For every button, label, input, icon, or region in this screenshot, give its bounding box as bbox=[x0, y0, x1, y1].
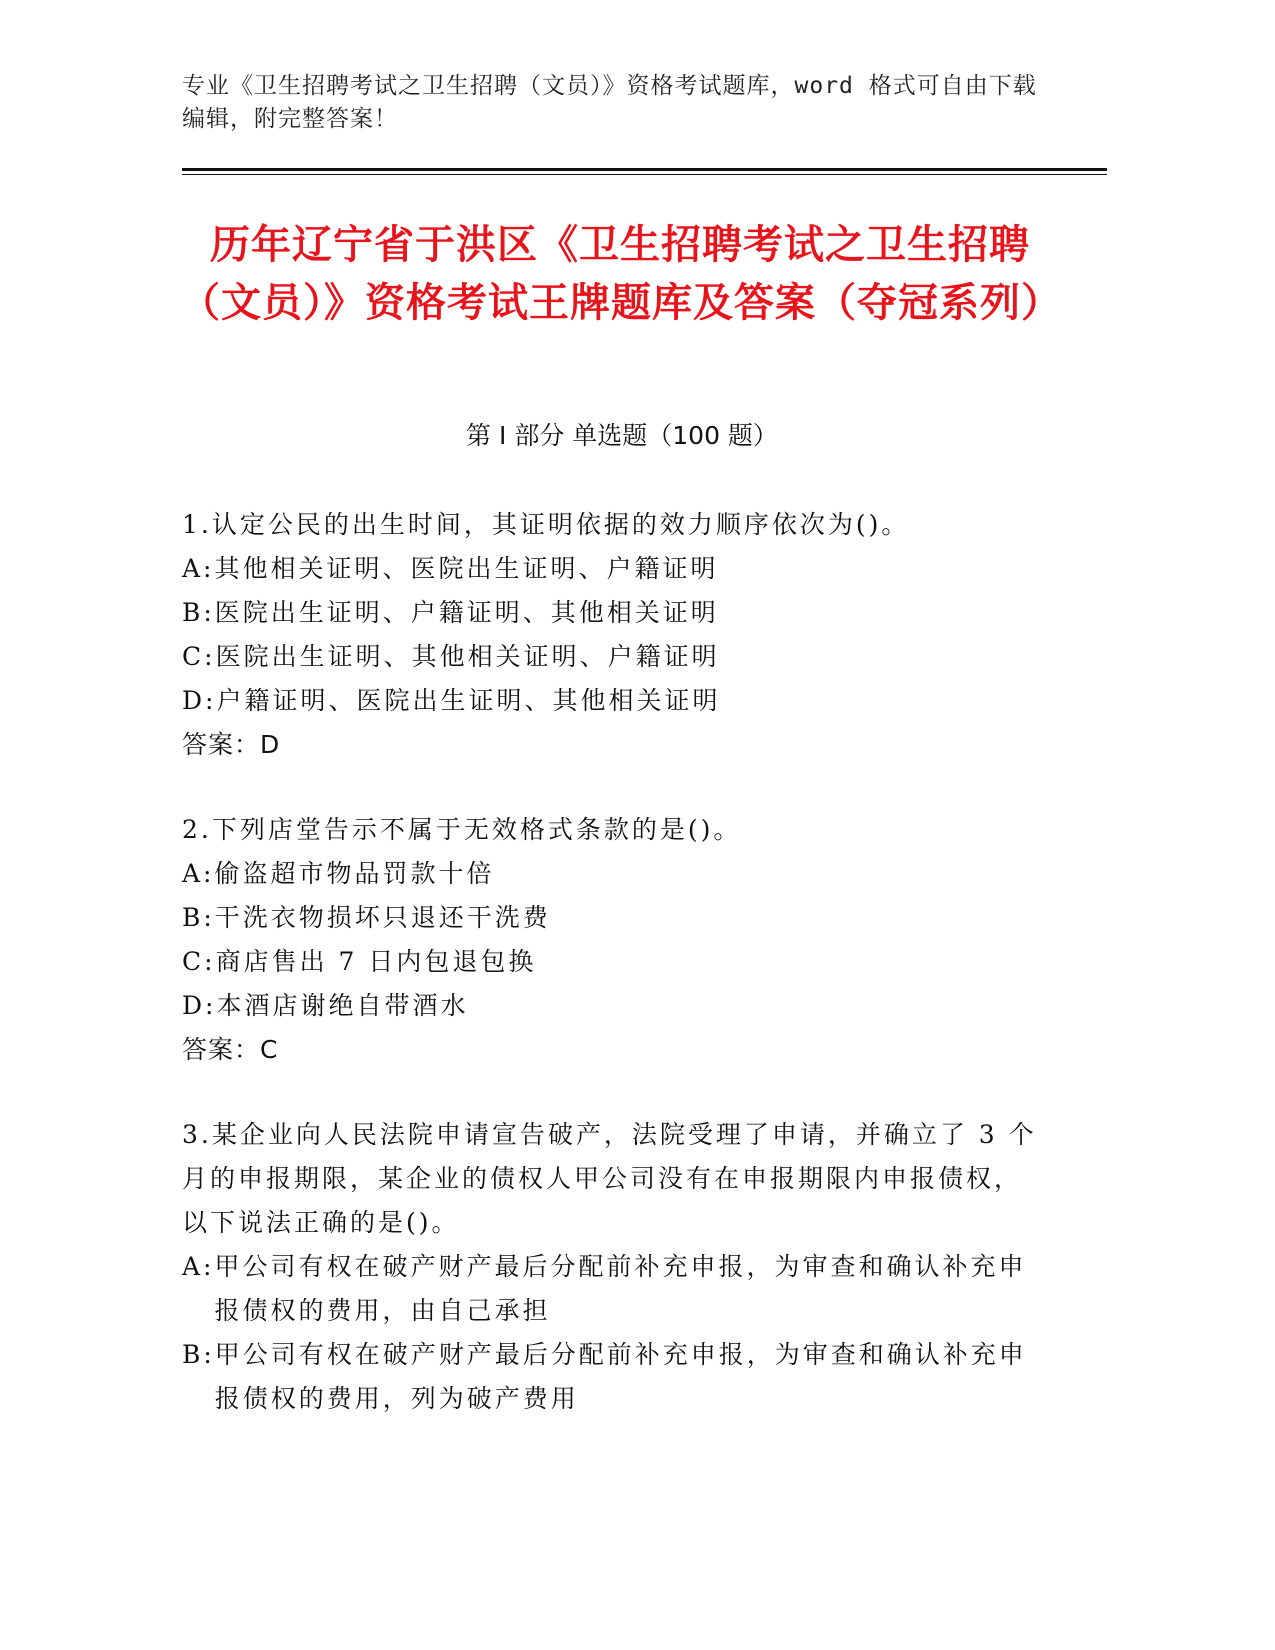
option-d bbox=[182, 679, 1042, 723]
option-letter: B: bbox=[182, 903, 215, 932]
question-stem: 1.认定公民的出生时间，其证明依据的效力顺序依次为()。 bbox=[182, 510, 910, 539]
question-3 bbox=[182, 1113, 1042, 1421]
question-list bbox=[182, 503, 1042, 1462]
option-a bbox=[182, 547, 1042, 591]
option-text: 干洗衣物损坏只退还干洗费 bbox=[214, 903, 551, 932]
option-text: 甲公司有权在破产财产最后分配前补充申报，为审查和确认补充申报债权的费用，列为破产费用 bbox=[214, 1340, 1027, 1413]
option-letter: C: bbox=[182, 947, 216, 976]
option-letter: D: bbox=[182, 991, 217, 1020]
option-text: 偷盗超市物品罚款十倍 bbox=[214, 859, 495, 888]
option-d bbox=[182, 984, 1042, 1028]
option-a bbox=[182, 1245, 1042, 1333]
header-rule-thin bbox=[182, 174, 1107, 175]
question-2 bbox=[182, 808, 1042, 1072]
option-letter: A: bbox=[182, 1252, 215, 1281]
section-title: 第 I 部分 单选题（100 题） bbox=[466, 421, 778, 450]
answer-label: 答案：C bbox=[182, 1035, 279, 1064]
option-text: 医院出生证明、其他相关证明、户籍证明 bbox=[215, 642, 720, 671]
option-b bbox=[182, 1333, 1042, 1421]
option-text: 甲公司有权在破产财产最后分配前补充申报，为审查和确认补充申报债权的费用，由自己承担 bbox=[214, 1252, 1027, 1325]
option-letter: D: bbox=[182, 686, 217, 715]
option-c bbox=[182, 635, 1042, 679]
question-stem: 2.下列店堂告示不属于无效格式条款的是()。 bbox=[182, 815, 742, 844]
option-letter: B: bbox=[182, 1340, 215, 1369]
option-b bbox=[182, 591, 1042, 635]
option-letter: A: bbox=[182, 554, 215, 583]
option-text: 本酒店谢绝自带酒水 bbox=[216, 991, 469, 1020]
option-b bbox=[182, 896, 1042, 940]
question-1 bbox=[182, 503, 1042, 767]
option-letter: B: bbox=[182, 598, 215, 627]
option-text: 其他相关证明、医院出生证明、户籍证明 bbox=[214, 554, 719, 583]
option-letter: A: bbox=[182, 859, 215, 888]
option-text: 医院出生证明、户籍证明、其他相关证明 bbox=[214, 598, 719, 627]
option-text: 户籍证明、医院出生证明、其他相关证明 bbox=[216, 686, 721, 715]
header-rule-thick bbox=[182, 168, 1107, 171]
option-a bbox=[182, 852, 1042, 896]
header-note: 专业《卫生招聘考试之卫生招聘（文员）》资格考试题库，word 格式可自由下载编辑，附完整答案！ bbox=[182, 73, 1037, 132]
answer-label: 答案：D bbox=[182, 730, 281, 759]
document-title: 历年辽宁省于洪区《卫生招聘考试之卫生招聘（文员）》资格考试王牌题库及答案（夺冠系列） bbox=[180, 222, 1062, 326]
option-c bbox=[182, 940, 1042, 984]
option-letter: C: bbox=[182, 642, 216, 671]
option-text: 商店售出 7 日内包退包换 bbox=[215, 947, 537, 976]
question-stem: 3.某企业向人民法院申请宣告破产，法院受理了申请，并确立了 3 个月的申报期限，某企业的债权人甲公司没有在申报期限内申报债权，以下说法正确的是()。 bbox=[182, 1120, 1037, 1237]
